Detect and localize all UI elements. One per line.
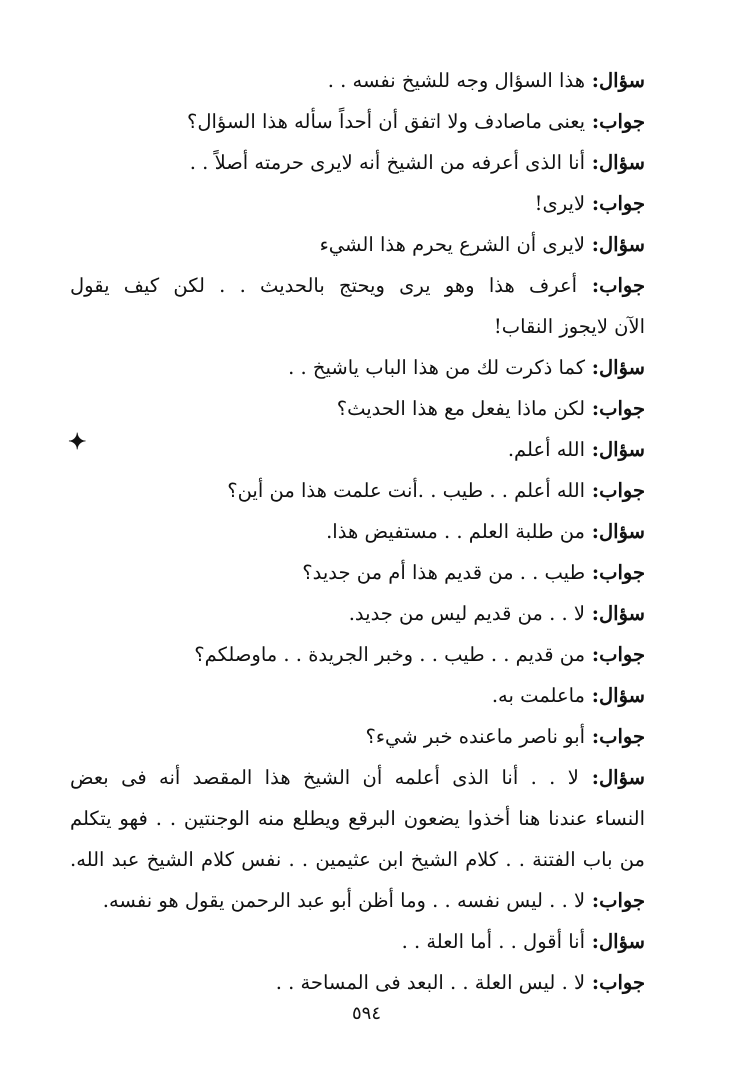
text-line-13 [70,552,645,593]
line-text: أنا أقول . . أما العلة . . [401,930,585,953]
speaker-answer-label: جواب: [591,479,645,502]
text-line-12 [70,511,645,552]
line-text: لايرى! [534,192,586,215]
page-number: ٥٩٤ [351,1003,381,1024]
line-text: يعنى ماصادف ولا اتفق أن أحداً سأله هذا السؤال؟ [187,110,586,133]
line-text: أعرف هذا وهو يرى ويحتج بالحديث . . لكن كيف يقول [70,274,578,297]
speaker-question-label: سؤال: [591,602,645,625]
text-line-14 [70,593,645,634]
line-text: كما ذكرت لك من هذا الباب ياشيخ . . [288,356,585,379]
text-line-15 [70,634,645,675]
text-line-3 [70,142,645,183]
line-text: من قديم . . طيب . . وخبر الجريدة . . ماوصلكم؟ [194,643,586,666]
text-line-4 [70,183,645,224]
text-line-17 [70,716,645,757]
speaker-question-label: سؤال: [591,233,645,256]
text-line-23 [70,962,645,1003]
line-text: الله أعلم. [507,438,585,461]
line-text: لا . ليس العلة . . البعد فى المساحة . . [275,971,586,994]
speaker-question-label: سؤال: [591,520,645,543]
speaker-answer-label: جواب: [591,561,645,584]
text-line-19 [70,798,645,839]
speaker-question-label: سؤال: [591,684,645,707]
speaker-question-label: سؤال: [591,151,645,174]
line-text: من طلبة العلم . . مستفيض هذا. [326,520,585,543]
speaker-answer-label: جواب: [591,110,645,133]
text-line-8 [70,347,645,388]
text-line-21 [70,880,645,921]
text-line-7 [70,306,645,347]
line-text: أنا الذى أعرفه من الشيخ أنه لايرى حرمته أصلاً . . [189,151,585,174]
text-line-16 [70,675,645,716]
line-text: طيب . . من قديم هذا أم من جديد؟ [302,561,586,584]
speaker-answer-label: جواب: [591,274,645,297]
line-text: ماعلمت به. [491,684,585,707]
speaker-question-label: سؤال: [591,69,645,92]
text-line-11 [70,470,645,511]
line-text: لكن ماذا يفعل مع هذا الحديث؟ [336,397,586,420]
line-text: من باب الفتنة . . كلام الشيخ ابن عثيمين . . نفس كلام الشيخ عبد الله. [70,848,645,871]
text-line-10 [70,429,645,470]
document-body [70,60,645,1003]
text-line-5 [70,224,645,265]
speaker-question-label: سؤال: [591,356,645,379]
text-line-9 [70,388,645,429]
line-text: لايرى أن الشرع يحرم هذا الشيء [319,233,585,256]
line-text: لا . . ليس نفسه . . وما أظن أبو عبد الرحمن يقول هو نفسه. [102,889,586,912]
text-line-18 [70,757,645,798]
line-text: أبو ناصر ماعنده خبر شيء؟ [365,725,586,748]
speaker-answer-label: جواب: [591,643,645,666]
speaker-question-label: سؤال: [591,438,645,461]
text-line-22 [70,921,645,962]
speaker-answer-label: جواب: [591,889,645,912]
text-line-6 [70,265,645,306]
line-text: لا . . أنا الذى أعلمه أن الشيخ هذا المقصد أنه فى بعض [70,766,579,789]
speaker-answer-label: جواب: [591,725,645,748]
line-text: الله أعلم . . طيب . .أنت علمت هذا من أين؟ [227,479,586,502]
speaker-answer-label: جواب: [591,971,645,994]
speaker-question-label: سؤال: [591,930,645,953]
line-text: لا . . من قديم ليس من جديد. [348,602,585,625]
text-line-2 [70,101,645,142]
speaker-answer-label: جواب: [591,397,645,420]
line-text: النساء عندنا هنا أخذوا يضعون البرقع ويطلع منه الوجنتين . . فهو يتكلم [70,807,645,830]
speaker-answer-label: جواب: [591,192,645,215]
line-text: الآن لايجوز النقاب! [493,315,645,338]
text-line-20 [70,839,645,880]
speaker-question-label: سؤال: [591,766,645,789]
line-text: هذا السؤال وجه للشيخ نفسه . . [327,69,585,92]
margin-mark-icon: ✦ [68,429,87,455]
text-line-1 [70,60,645,101]
